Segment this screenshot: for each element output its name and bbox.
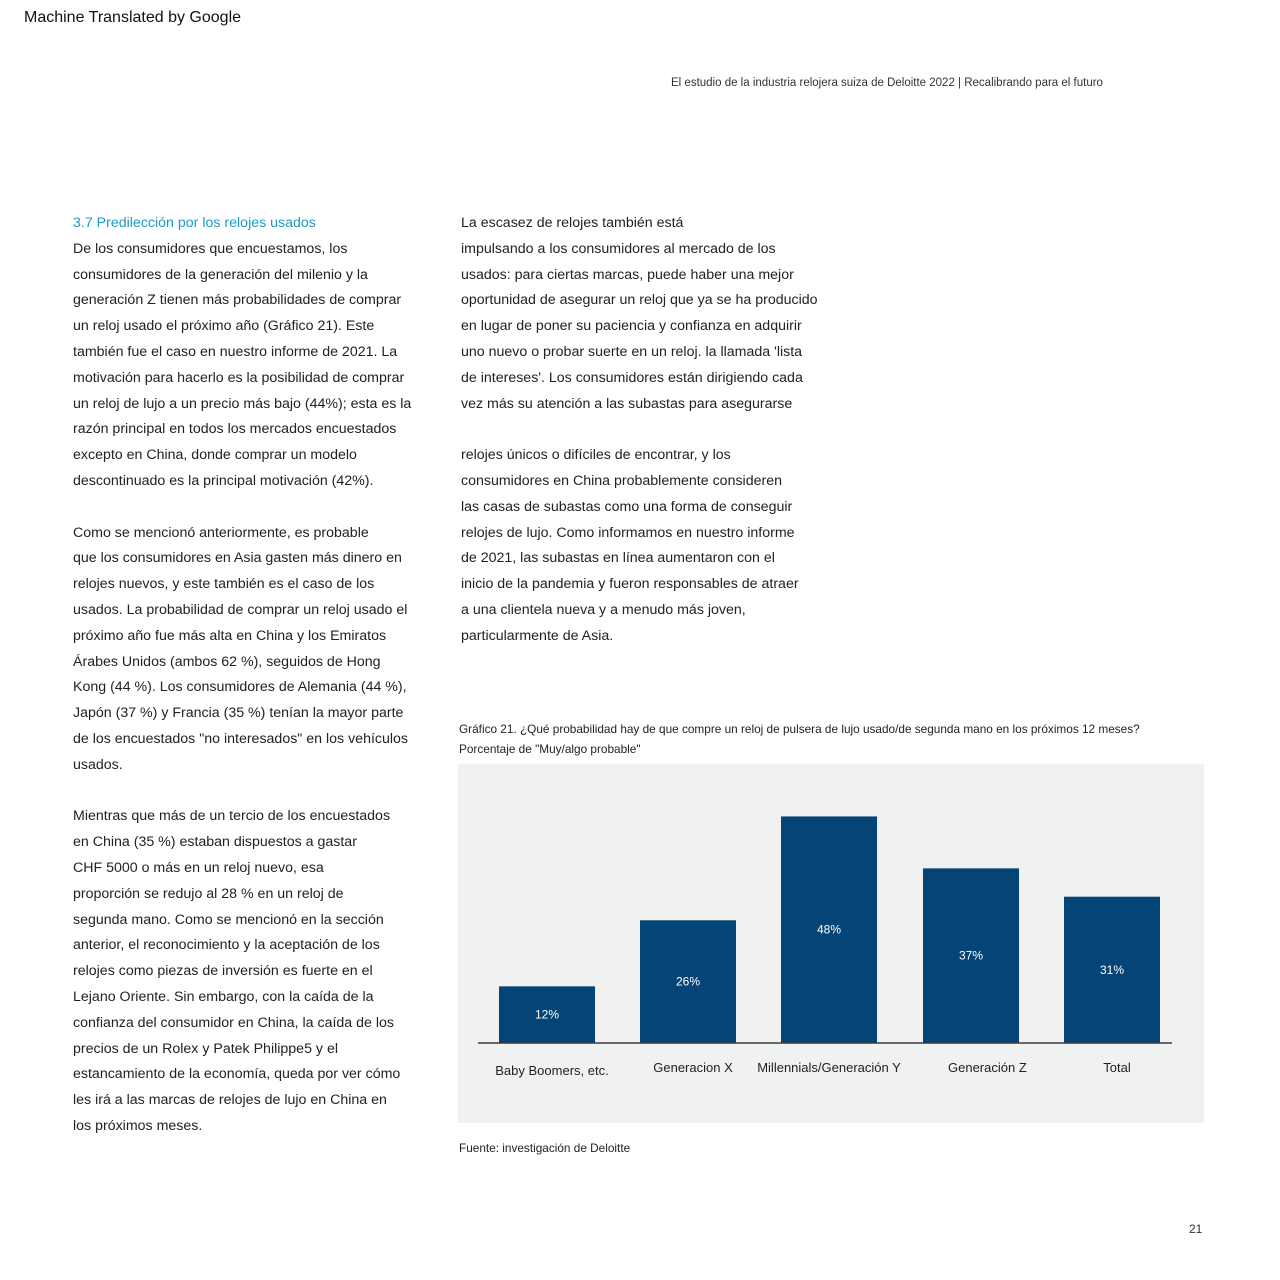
- text-line: Lejano Oriente. Sin embargo, con la caída de la: [73, 988, 374, 1005]
- text-line: de los encuestados "no interesados" en los vehículos: [73, 730, 409, 747]
- text-line: relojes como piezas de inversión es fuerte en el: [73, 963, 373, 980]
- text-line: de 2021, las subastas en línea aumentaron con el: [461, 550, 775, 567]
- page-number: 21: [1189, 1222, 1203, 1236]
- text-line: las casas de subastas como una forma de conseguir: [461, 498, 793, 515]
- text-line: Como se mencionó anteriormente, es probable: [73, 524, 369, 541]
- machine-translation-banner: Machine Translated by Google: [24, 9, 242, 26]
- category-label: Baby Boomers, etc.: [495, 1063, 609, 1078]
- chart-panel: [458, 764, 1204, 1123]
- category-label: Millennials/Generación Y: [757, 1060, 901, 1075]
- right-paragraph-1: [461, 211, 841, 417]
- paragraph-gap: [461, 417, 841, 443]
- bar-value-label: 26%: [675, 974, 701, 989]
- text-line: un reloj de lujo a un precio más bajo (44%); esta es la: [73, 395, 412, 412]
- category-label: Generacion X: [653, 1060, 733, 1075]
- bar-value-label: 37%: [958, 948, 984, 963]
- text-line: de intereses'. Los consumidores están dirigiendo cada: [461, 369, 803, 386]
- category-label: Total: [1103, 1060, 1131, 1075]
- text-line: próximo año fue más alta en China y los Emiratos: [73, 627, 387, 644]
- text-line: motivación para hacerlo es la posibilidad de comprar: [73, 369, 405, 386]
- text-line: relojes únicos o difíciles de encontrar, y los: [461, 447, 731, 464]
- text-line: vez más su atención a las subastas para asegurarse: [461, 395, 793, 412]
- text-line: particularmente de Asia.: [461, 627, 614, 644]
- text-line: a una clientela nueva y a menudo más joven,: [461, 601, 746, 618]
- text-line: impulsando a los consumidores al mercado de los: [461, 240, 776, 257]
- text-line: usados: para ciertas marcas, puede haber una mejor: [461, 266, 794, 283]
- text-line: anterior, el reconocimiento y la aceptación de los: [73, 937, 380, 954]
- text-line: en China (35 %) estaban dispuestos a gastar: [73, 834, 357, 851]
- right-column: [461, 211, 841, 650]
- text-line: Kong (44 %). Los consumidores de Alemania (44 %),: [73, 679, 407, 696]
- text-line: generación Z tienen más probabilidades de comprar: [73, 292, 402, 309]
- text-line: proporción se redujo al 28 % en un reloj de: [73, 885, 344, 902]
- text-line: inicio de la pandemia y fueron responsables de atraer: [461, 576, 799, 593]
- text-line: CHF 5000 o más en un reloj nuevo, esa: [73, 859, 324, 876]
- text-line: que los consumidores en Asia gasten más dinero en: [73, 550, 402, 567]
- text-line: consumidores de la generación del milenio y la: [73, 266, 368, 283]
- text-line: uno nuevo o probar suerte en un reloj. la llamada 'lista: [461, 343, 803, 360]
- bar-value-label: 12%: [534, 1007, 560, 1022]
- text-line: oportunidad de asegurar un reloj que ya se ha producido: [461, 292, 818, 309]
- paragraph-gap: [73, 495, 438, 521]
- text-line: en lugar de poner su paciencia y confianza en adquirir: [461, 318, 802, 335]
- text-line: De los consumidores que encuestamos, los: [73, 240, 348, 257]
- text-line: La escasez de relojes también está: [461, 215, 684, 231]
- text-line: descontinuado es la principal motivación (42%).: [73, 472, 374, 489]
- text-line: Árabes Unidos (ambos 62 %), seguidos de Hong: [73, 653, 381, 670]
- chart-title: Gráfico 21. ¿Qué probabilidad hay de que compre un reloj de pulsera de lujo usado/de segunda mano en los próximos 12 meses?: [459, 722, 1140, 736]
- chart-source: Fuente: investigación de Deloitte: [459, 1141, 631, 1155]
- running-header: El estudio de la industria relojera suiza de Deloitte 2022 | Recalibrando para el futuro: [671, 77, 1103, 89]
- text-line: Mientras que más de un tercio de los encuestados: [73, 808, 391, 825]
- left-paragraph-3: [73, 804, 438, 1139]
- chart-caption: [459, 720, 1140, 759]
- category-label: Generación Z: [948, 1060, 1027, 1075]
- text-line: estancamiento de la economía, queda por ver cómo: [73, 1066, 401, 1083]
- text-line: precios de un Rolex y Patek Philippe5 y el: [73, 1040, 338, 1057]
- bar-value-label: 48%: [816, 922, 842, 937]
- bar-chart: [458, 764, 1204, 1123]
- text-line: los próximos meses.: [73, 1117, 203, 1134]
- paragraph-gap: [73, 779, 438, 805]
- text-line: relojes de lujo. Como informamos en nuestro informe: [461, 524, 795, 541]
- left-paragraph-1: [73, 237, 438, 495]
- left-column: [73, 211, 438, 1140]
- text-line: Japón (37 %) y Francia (35 %) tenían la mayor parte: [73, 705, 404, 722]
- text-line: les irá a las marcas de relojes de lujo en China en: [73, 1092, 387, 1109]
- chart-subtitle: Porcentaje de "Muy/algo probable": [459, 741, 641, 756]
- text-line: excepto en China, donde comprar un modelo: [73, 447, 357, 464]
- text-line: razón principal en todos los mercados encuestados: [73, 421, 397, 438]
- text-line: confianza del consumidor en China, la caída de los: [73, 1014, 394, 1031]
- left-paragraph-2: [73, 521, 438, 779]
- right-paragraph-2: [461, 443, 841, 649]
- text-line: también fue el caso en nuestro informe de 2021. La: [73, 343, 398, 360]
- bar-value-label: 31%: [1099, 962, 1125, 977]
- text-line: consumidores en China probablemente consideren: [461, 472, 782, 489]
- section-title: 3.7 Predilección por los relojes usados: [73, 215, 316, 231]
- text-line: segunda mano. Como se mencionó en la sección: [73, 911, 384, 928]
- text-line: usados. La probabilidad de comprar un reloj usado el: [73, 601, 408, 618]
- text-line: relojes nuevos, y este también es el caso de los: [73, 576, 375, 593]
- text-line: usados.: [73, 756, 123, 773]
- text-line: un reloj usado el próximo año (Gráfico 21). Este: [73, 318, 375, 335]
